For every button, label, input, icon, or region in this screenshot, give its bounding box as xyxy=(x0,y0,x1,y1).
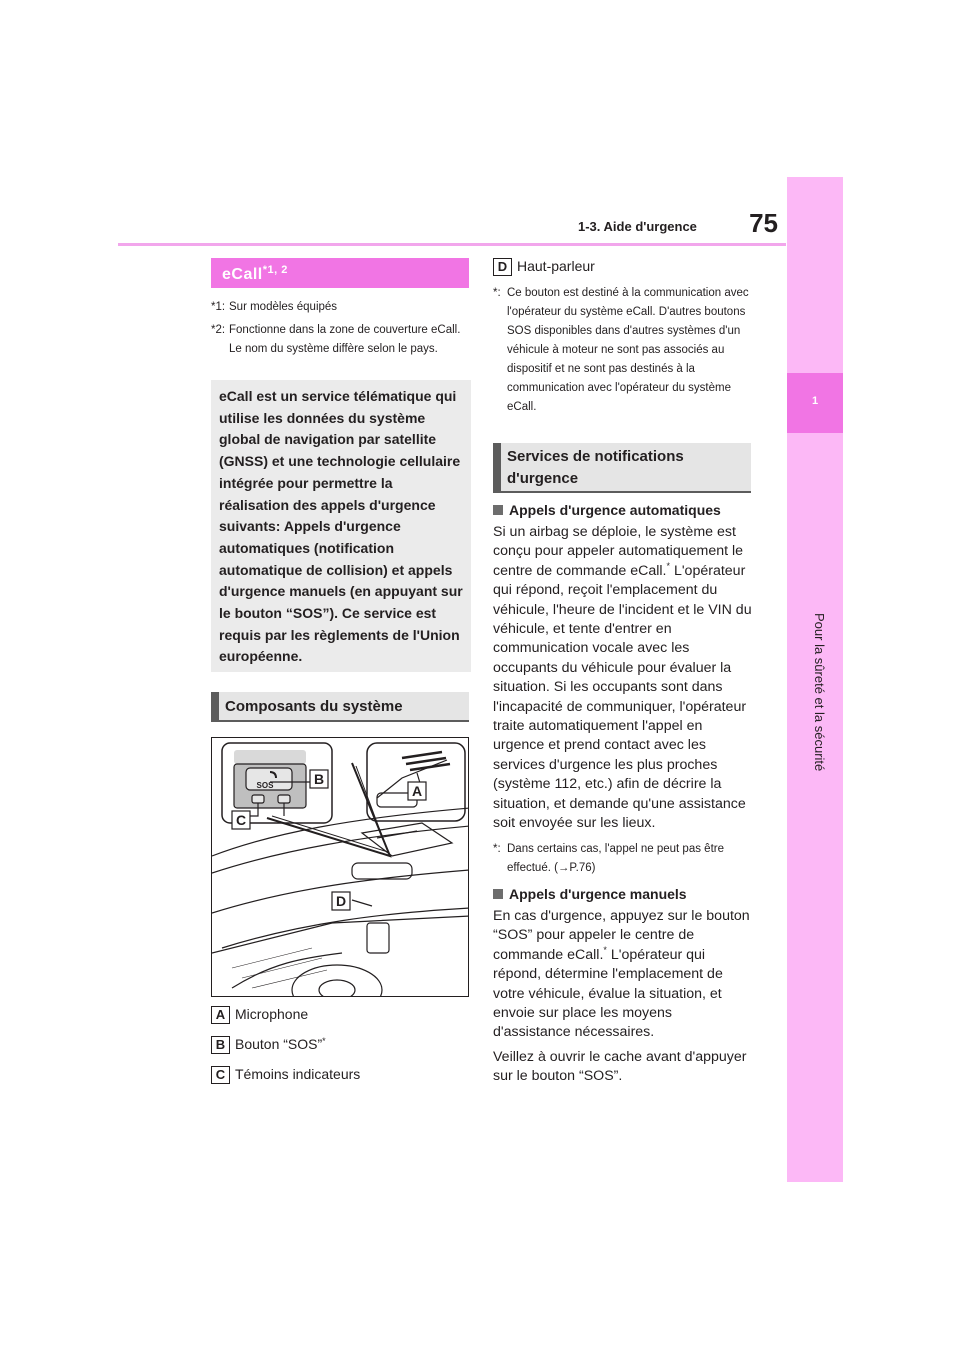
sos-label: SOS xyxy=(256,781,274,790)
ecall-heading xyxy=(222,264,288,284)
callout-c: C xyxy=(235,812,247,828)
auto-calls-text xyxy=(493,523,753,838)
ecall-title-sup: *1, 2 xyxy=(262,264,288,276)
component-a xyxy=(211,1006,471,1026)
footnote-mark: *: xyxy=(493,843,501,855)
manual-note: Veillez à ouvrir le cache avant d'appuyer sur le bouton “SOS”. xyxy=(493,1049,747,1085)
footnote-text: Sur modèles équipés xyxy=(229,301,338,313)
auto-footnote xyxy=(493,840,753,880)
services-heading xyxy=(493,443,751,493)
side-tab-number: 1 xyxy=(787,373,843,433)
services-heading-text: Services de notifications d'urgence xyxy=(507,448,684,487)
components-heading xyxy=(211,692,469,722)
manual-calls-text xyxy=(493,907,753,1042)
manual-calls-title-text: Appels d'urgence manuels xyxy=(509,886,687,902)
ecall-heading-bar xyxy=(211,258,469,288)
auto-text-before: Si un airbag se déploie, le système est conçu pour appeler automatiquement le centre de commande eCall. xyxy=(493,524,744,579)
letter-c: C xyxy=(211,1066,230,1084)
component-c xyxy=(211,1066,471,1086)
side-tab[interactable] xyxy=(787,177,843,1182)
sos-footnote xyxy=(493,284,753,419)
component-a-label: Microphone xyxy=(235,1006,309,1022)
square-bullet-icon xyxy=(493,505,503,515)
footnote-text: Ce bouton est destiné à la communication avec l'opérateur du système eCall. D'autres boutons SOS disponibles dans d'autres systèmes d'un véhicule à moteur ne sont pas associés au dispositif et ne sont pas destinés à la communication avec l'opérateur du système eCall. xyxy=(507,287,749,413)
callout-b: B xyxy=(313,771,325,787)
component-b xyxy=(211,1036,471,1056)
auto-sup: * xyxy=(666,560,671,571)
manual-text-before: En cas d'urgence, appuyez sur le bouton “SOS” pour appeler le centre de commande eCall. xyxy=(493,908,750,963)
callout-a: A xyxy=(411,783,423,799)
footnote-mark: *: xyxy=(493,287,501,299)
component-b-sup: * xyxy=(322,1036,326,1046)
component-d xyxy=(493,258,753,278)
letter-b: B xyxy=(211,1036,230,1054)
components-heading-text: Composants du système xyxy=(225,698,403,715)
footnote-mark: *2: xyxy=(211,324,226,336)
header-rule xyxy=(118,243,786,246)
intro-box xyxy=(211,380,471,672)
ecall-title: eCall xyxy=(222,266,263,283)
car-interior-illustration xyxy=(212,738,469,997)
callout-d: D xyxy=(335,893,347,909)
letter-d: D xyxy=(493,258,512,276)
auto-calls-title xyxy=(493,502,753,518)
letter-a: A xyxy=(211,1006,230,1024)
auto-text-after: L'opérateur qui répond, reçoit l'emplacement du véhicule, l'heure de l'incident et le VIN du véhicule, et tente d'entrer en communication vocale avec les occupants du véhicule pour évaluer la situation. Si les occupants sont dans l'incapacité de communiquer, l'opérateur traite automatiquement l'appel en urgence et prend contact avec les services d'urgence les plus proches (système 112, etc.) afin de décrire la situation, et demande qu'une assistance soit envoyée sur les lieux. xyxy=(493,562,752,832)
system-figure xyxy=(211,737,469,997)
manual-calls-title xyxy=(493,886,753,902)
side-tab-label: Pour la sûreté et la sécurité xyxy=(812,613,827,772)
section-title: 1-3. Aide d'urgence xyxy=(578,219,697,234)
component-c-label: Témoins indicateurs xyxy=(235,1066,361,1082)
manual-text-after: L'opérateur qui répond, détermine l'emplacement de votre véhicule, évalue la situation, et envoie sur place les moyens d'assistance nécessaires. xyxy=(493,946,723,1041)
intro-text: eCall est un service télématique qui utilise les données du système global de navigation par satellite (GNSS) et une technologie cellulaire intégrée pour permettre la réalisation des appels d'urgence suivants: Appels d'urgence automatiques (notification automatique de collision) et appels d'urgence manuels (en appuyant sur le bouton “SOS”). Ce service est requis par les règlements de l'Union européenne. xyxy=(219,388,463,665)
manual-sup: * xyxy=(603,944,607,955)
auto-calls-title-text: Appels d'urgence automatiques xyxy=(509,502,721,518)
footnote-2 xyxy=(211,321,474,381)
footnote-1 xyxy=(211,298,474,318)
component-b-label: Bouton “SOS” xyxy=(235,1036,323,1052)
footnote-mark: *1: xyxy=(211,301,226,313)
footnote-text: Dans certains cas, l'appel ne peut pas être effectué. (→P.76) xyxy=(507,843,724,874)
page-number: 75 xyxy=(749,208,778,238)
footnote-text: Fonctionne dans la zone de couverture eCall. Le nom du système diffère selon le pays. xyxy=(229,324,461,355)
square-bullet-icon xyxy=(493,889,503,899)
component-d-label: Haut-parleur xyxy=(517,258,595,274)
